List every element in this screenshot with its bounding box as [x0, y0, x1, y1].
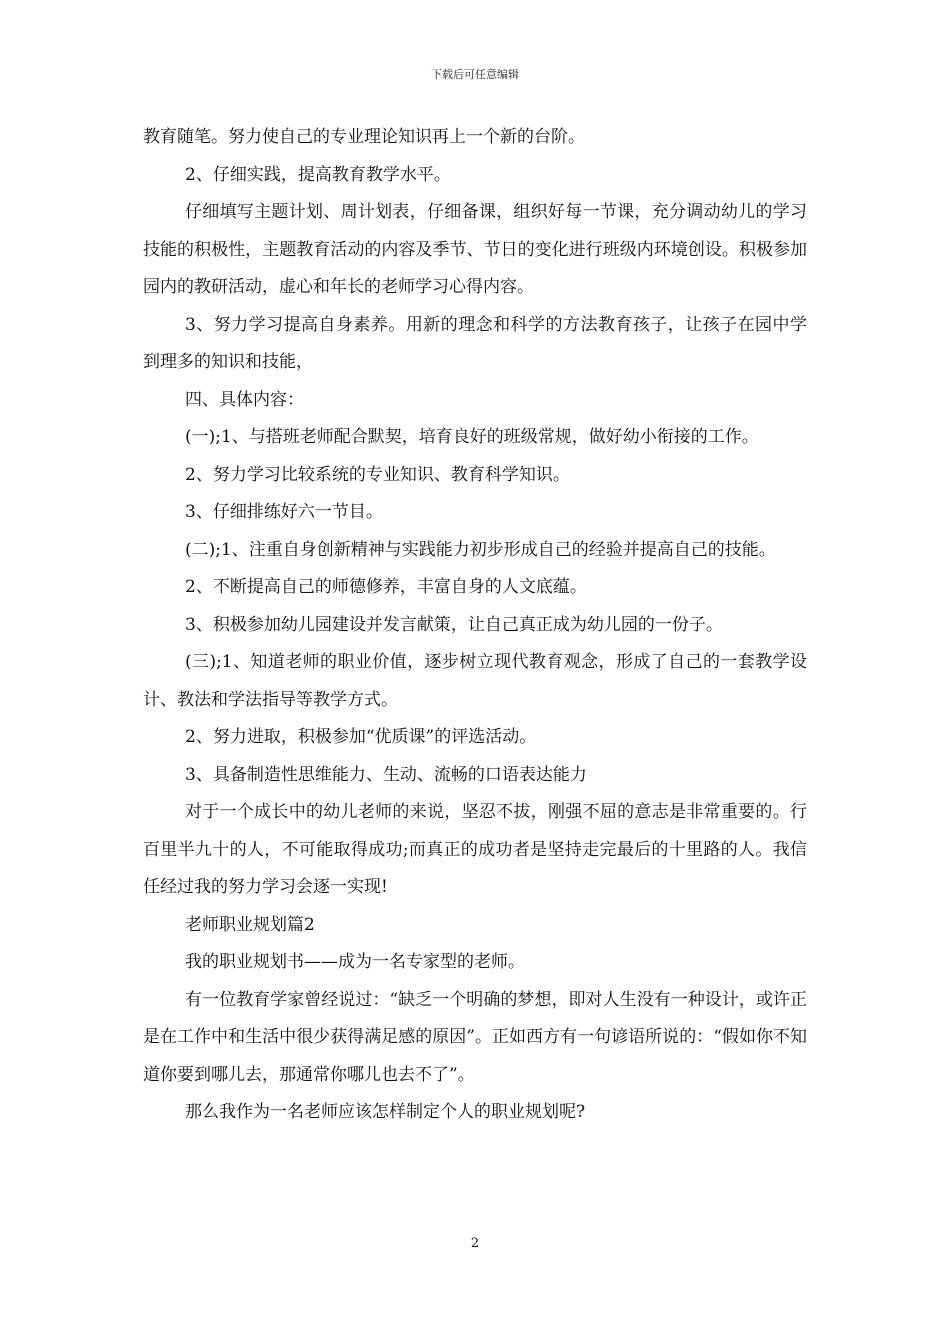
paragraph: 仔细填写主题计划、周计划表，仔细备课，组织好每一节课，充分调动幼儿的学习技能的积极性，主题教育活动的内容及季节、节日的变化进行班级内环境创设。积极参加园内的教研活动，虚心和年长的老师学习心得内容。	[143, 202, 807, 297]
paragraph: 3、积极参加幼儿园建设并发言献策，让自己真正成为幼儿园的一份子。	[185, 614, 723, 635]
paragraph: 那么我作为一名老师应该怎样制定个人的职业规划呢?	[185, 1102, 586, 1122]
paragraph: (二);1、注重自身创新精神与实践能力初步形成自己的经验并提高自己的技能。	[185, 539, 776, 560]
paragraph: 教育随笔。努力使自己的专业理论知识再上一个新的台阶。	[143, 127, 585, 147]
page-header: 下载后可任意编辑	[431, 68, 519, 81]
paragraph: 2、不断提高自己的师德修养，丰富自身的人文底蕴。	[185, 577, 587, 597]
section-heading: 老师职业规划篇2	[185, 914, 315, 935]
paragraph: 2、努力学习比较系统的专业知识、教育科学知识。	[185, 464, 570, 485]
paragraph: 有一位教育学家曾经说过：“缺乏一个明确的梦想，即对人生没有一种设计，或许正是在工作中和生活中很少获得满足感的原因”。正如西方有一句谚语所说的：“假如你不知道你要到哪儿去，那通常你哪儿也去不了”。	[143, 989, 807, 1085]
paragraph: 2、努力进取，积极参加“优质课”的评选活动。	[185, 727, 537, 747]
paragraph: 我的职业规划书——成为一名专家型的老师。	[185, 952, 525, 972]
paragraph: 2、仔细实践，提高教育教学水平。	[185, 164, 451, 185]
paragraph: 3、具备制造性思维能力、生动、流畅的口语表达能力	[185, 764, 587, 785]
document-body	[143, 119, 807, 1132]
section-heading: 四、具体内容：	[185, 389, 304, 410]
paragraph: (一);1、与搭班老师配合默契，培育良好的班级常规，做好幼小衔接的工作。	[185, 427, 759, 447]
page-number: 2	[470, 1236, 480, 1251]
paragraph: 3、仔细排练好六一节目。	[185, 502, 383, 522]
paragraph: 对于一个成长中的幼儿老师的来说，坚忍不拔，刚强不屈的意志是非常重要的。行百里半九十的人，不可能取得成功;而真正的成功者是坚持走完最后的十里路的人。我信任经过我的努力学习会逐一实现!	[143, 802, 807, 897]
paragraph: (三);1、知道老师的职业价值，逐步树立现代教育观念，形成了自己的一套教学设计、教法和学法指导等教学方式。	[143, 652, 807, 710]
paragraph: 3、努力学习提高自身素养。用新的理念和科学的方法教育孩子，让孩子在园中学到理多的知识和技能，	[143, 314, 807, 372]
